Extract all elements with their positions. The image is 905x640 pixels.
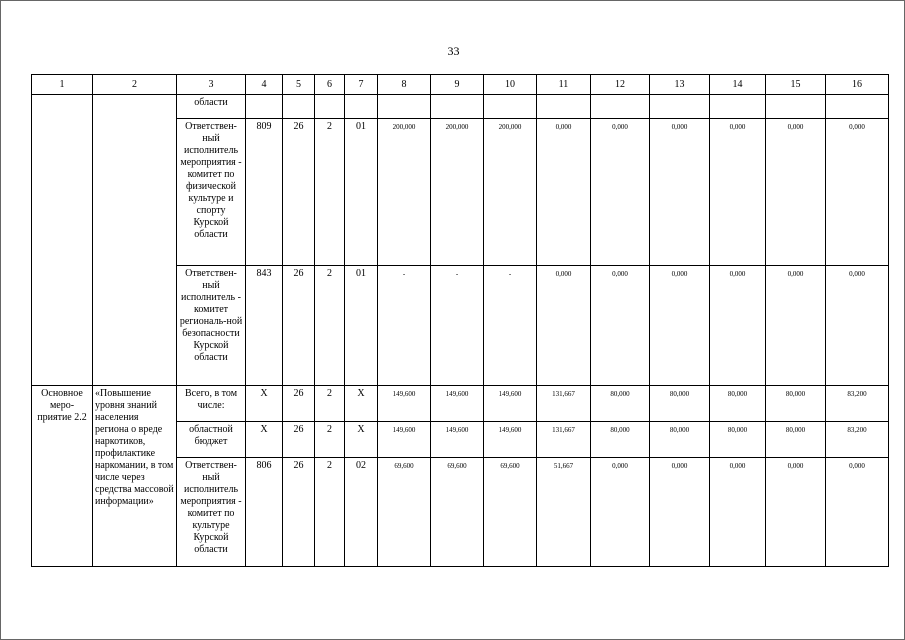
table-cell: 0,000 [826, 458, 889, 567]
header-cell: 7 [345, 75, 378, 95]
table-cell: 80,000 [710, 422, 766, 458]
table-cell: 131,667 [537, 386, 591, 422]
table-cell: 149,600 [378, 386, 431, 422]
table-cell: 200,000 [484, 119, 537, 266]
table-cell [345, 95, 378, 119]
table-cell [283, 95, 315, 119]
header-cell: 8 [378, 75, 431, 95]
table-cell: Х [345, 386, 378, 422]
header-cell: 10 [484, 75, 537, 95]
table-cell: 0,000 [537, 119, 591, 266]
table-cell [431, 95, 484, 119]
table-cell: 2 [315, 119, 345, 266]
table-cell: 0,000 [650, 119, 710, 266]
table-cell: - [378, 266, 431, 386]
table-cell: 149,600 [484, 422, 537, 458]
table-cell: 0,000 [537, 266, 591, 386]
table-cell: 26 [283, 266, 315, 386]
header-cell: 16 [826, 75, 889, 95]
table-cell: 2 [315, 422, 345, 458]
header-cell: 9 [431, 75, 484, 95]
measure-name-cell: «Повышение уровня знаний населения региона о вреде наркотиков, профилактике наркомании, в том числе через средства массовой информации» [93, 386, 177, 567]
table-cell: 200,000 [431, 119, 484, 266]
table-cell: 809 [246, 119, 283, 266]
table-cell: 0,000 [650, 266, 710, 386]
table-cell [766, 95, 826, 119]
table-cell [93, 95, 177, 386]
table-cell [32, 95, 93, 386]
header-cell: 14 [710, 75, 766, 95]
table-cell: 0,000 [591, 458, 650, 567]
table-cell: 2 [315, 266, 345, 386]
table-row [32, 95, 889, 119]
table-cell: 2 [315, 386, 345, 422]
table-cell: 02 [345, 458, 378, 567]
table-cell: 01 [345, 266, 378, 386]
table-cell: областной бюджет [177, 422, 246, 458]
table-cell [591, 95, 650, 119]
table-cell [650, 95, 710, 119]
table-cell: 80,000 [650, 386, 710, 422]
header-cell: 3 [177, 75, 246, 95]
table-cell: 80,000 [650, 422, 710, 458]
header-cell: 4 [246, 75, 283, 95]
table-cell: 131,667 [537, 422, 591, 458]
table-cell: 80,000 [591, 386, 650, 422]
table-cell: 26 [283, 422, 315, 458]
table-cell: 0,000 [710, 119, 766, 266]
table-cell: 0,000 [591, 119, 650, 266]
table-cell: 149,600 [378, 422, 431, 458]
measure-number-cell: Основное меро-приятие 2.2 [32, 386, 93, 567]
table-cell: 806 [246, 458, 283, 567]
table-cell: Ответствен-ный исполнитель - комитет региональ-ной безопасности Курской области [177, 266, 246, 386]
table-cell: 26 [283, 119, 315, 266]
table-cell [710, 95, 766, 119]
table-cell: 80,000 [591, 422, 650, 458]
table-cell: - [484, 266, 537, 386]
table-cell: Х [246, 422, 283, 458]
table-cell: Х [345, 422, 378, 458]
table-cell: области [177, 95, 246, 119]
table-cell: 69,600 [484, 458, 537, 567]
table-cell: 843 [246, 266, 283, 386]
table-cell: 0,000 [766, 266, 826, 386]
table-cell [826, 95, 889, 119]
header-cell: 6 [315, 75, 345, 95]
table-row [32, 386, 889, 422]
header-cell: 5 [283, 75, 315, 95]
table-cell: 80,000 [710, 386, 766, 422]
table-cell: 80,000 [766, 386, 826, 422]
header-cell: 13 [650, 75, 710, 95]
table-cell: 0,000 [591, 266, 650, 386]
table-cell: Ответствен-ный исполнитель мероприятия - комитет по культуре Курской области [177, 458, 246, 567]
table-cell: 0,000 [650, 458, 710, 567]
header-cell: 15 [766, 75, 826, 95]
table-cell [484, 95, 537, 119]
table-cell: 26 [283, 458, 315, 567]
table-cell: 69,600 [431, 458, 484, 567]
page-number: 33 [447, 44, 460, 58]
header-cell: 1 [32, 75, 93, 95]
table-cell: 26 [283, 386, 315, 422]
table-cell: 0,000 [766, 119, 826, 266]
table-cell: 80,000 [766, 422, 826, 458]
table-cell: Всего, в том числе: [177, 386, 246, 422]
table-cell: Ответствен-ный исполнитель мероприятия - комитет по физической культуре и спорту Курской области [177, 119, 246, 266]
table-cell: 0,000 [710, 266, 766, 386]
table-cell: 0,000 [826, 266, 889, 386]
table-cell [378, 95, 431, 119]
table-cell: 83,200 [826, 422, 889, 458]
table-cell: 149,600 [431, 386, 484, 422]
table-cell: 69,600 [378, 458, 431, 567]
table-cell: 01 [345, 119, 378, 266]
table-cell [246, 95, 283, 119]
table-cell: 2 [315, 458, 345, 567]
table-cell [315, 95, 345, 119]
table-cell: 149,600 [484, 386, 537, 422]
table-cell: 0,000 [826, 119, 889, 266]
table-cell: 0,000 [710, 458, 766, 567]
table-cell: 200,000 [378, 119, 431, 266]
table-cell: Х [246, 386, 283, 422]
budget-table [31, 74, 889, 567]
header-cell: 12 [591, 75, 650, 95]
table-cell: - [431, 266, 484, 386]
table-header-row [32, 75, 889, 95]
header-cell: 2 [93, 75, 177, 95]
table-cell [537, 95, 591, 119]
table-cell: 149,600 [431, 422, 484, 458]
table-cell: 51,667 [537, 458, 591, 567]
table-cell: 83,200 [826, 386, 889, 422]
table-cell: 0,000 [766, 458, 826, 567]
header-cell: 11 [537, 75, 591, 95]
